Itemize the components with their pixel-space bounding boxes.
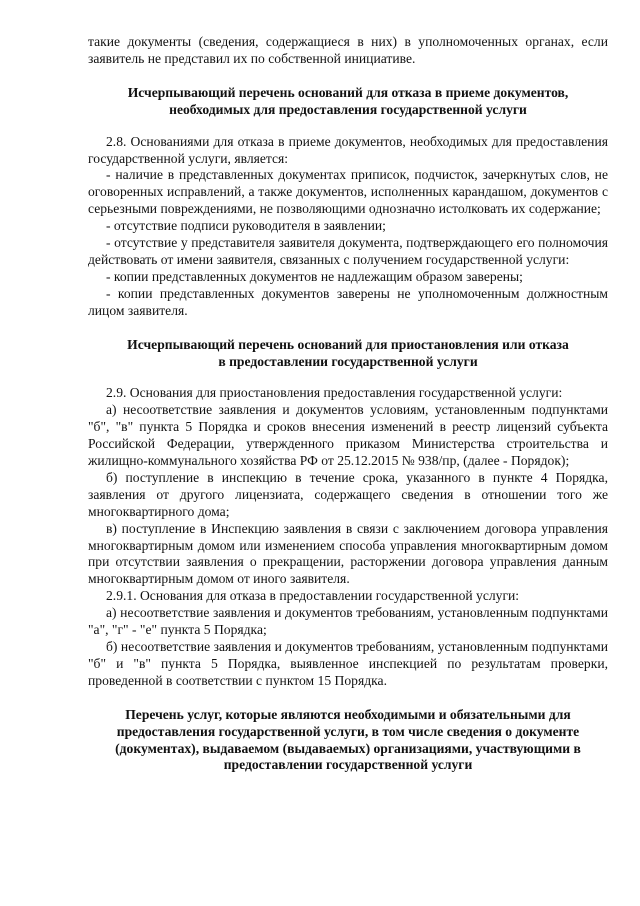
heading-line: предоставлении государственной услуги (223, 757, 473, 773)
list-item: - наличие в представленных документах приписок, подчисток, зачеркнутых слов, не оговоренных исправлений, а также документов, исполненных карандашом, документов с серьезными повреждениями, не позволяющими однозначно истолковать их содержание; (88, 167, 608, 217)
list-item: б) несоответствие заявления и документов требованиям, установленным подпунктами "б" и "в" пункта 5 Порядка, выявленное инспекцией по результатам проверки, проведенной в соответствии с пунктом 15 Порядка. (88, 639, 608, 688)
heading-line: предоставления государственной услуги, в том числе сведения о документе (116, 723, 580, 739)
paragraph-2-9-1: 2.9.1. Основания для отказа в предоставлении государственной услуги: (106, 588, 520, 604)
section2-heading (88, 337, 608, 371)
heading-line: необходимых для предоставления государственной услуги (169, 101, 527, 117)
heading-line: Исчерпывающий перечень оснований для отказа в приеме документов, (127, 84, 569, 100)
document-page (88, 34, 608, 774)
list-item: а) несоответствие заявления и документов условиям, установленным подпунктами "б", "в" пункта 5 Порядка и сроков внесения изменений в реестр лицензий субъекта Российской Федерации, утвержденного приказом Министерства строительства и жилищно-коммунального хозяйства РФ от 25.12.2015 № 938/пр, (далее - Порядок); (88, 402, 608, 469)
list-item: - отсутствие у представителя заявителя документа, подтверждающего его полномочия действовать от имени заявителя, связанных с получением государственной услуги: (88, 235, 608, 267)
list-item: - копии представленных документов заверены не уполномоченным должностным лицом заявителя. (88, 285, 608, 318)
list-item: б) поступление в инспекцию в течение срока, указанного в пункте 4 Порядка, заявления от другого лицензиата, содержащего сведения в отношении того же многоквартирного дома; (88, 469, 608, 519)
list-item: а) несоответствие заявления и документов требованиям, установленным подпунктами "а", "г" - "е" пункта 5 Порядка; (88, 605, 608, 638)
heading-line: Перечень услуг, которые являются необходимыми и обязательными для (125, 706, 571, 722)
section1-heading (88, 85, 608, 119)
top-paragraph: такие документы (сведения, содержащиеся в них) в уполномоченных органах, если заявитель не представил их по собственной инициативе. (88, 34, 608, 66)
paragraph-2-9: 2.9. Основания для приостановления предоставления государственной услуги: (106, 385, 563, 401)
list-item: в) поступление в Инспекцию заявления в связи с заключением договора управления многоквартирным домом или изменением способа управления многоквартирным домом при отсутствии заявления о прекращении, расторжении договора управления данным многоквартирным домом от иного заявителя. (88, 520, 608, 587)
heading-line: (документах), выдаваемом (выдаваемых) организациями, участвующими в (115, 740, 581, 756)
list-item: - копии представленных документов не надлежащим образом заверены; (106, 268, 523, 284)
heading-line: Исчерпывающий перечень оснований для приостановления или отказа (127, 336, 569, 352)
heading-line: в предоставлении государственной услуги (218, 353, 478, 369)
paragraph-2-8: 2.8. Основаниями для отказа в приеме документов, необходимых для предоставления государственной услуги, является: (88, 133, 608, 166)
list-item: - отсутствие подписи руководителя в заявлении; (106, 218, 386, 234)
section3-heading (88, 707, 608, 775)
